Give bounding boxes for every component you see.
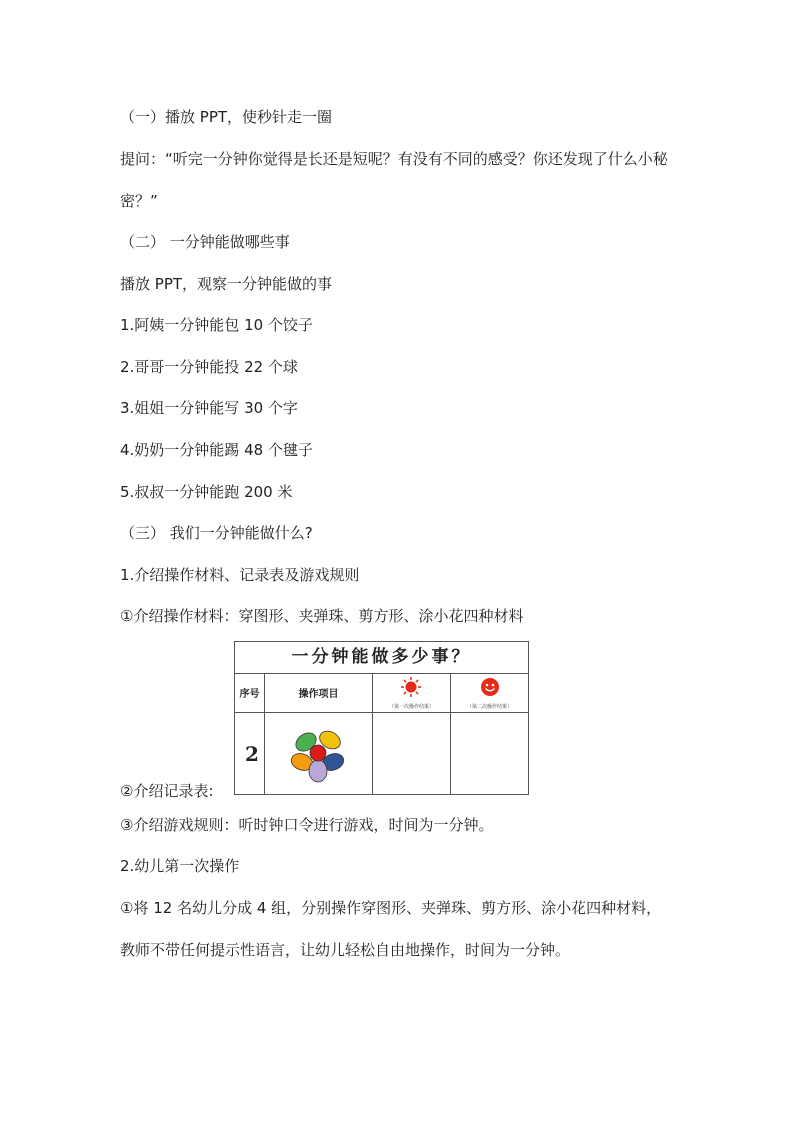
list-item: 3.姐姐一分钟能写 30 个字: [120, 399, 298, 417]
record-table: [234, 641, 529, 795]
question-paragraph: 提问：“听完一分钟你觉得是长还是短呢？有没有不同的感受？你还发现了什么小秘密？”: [120, 150, 668, 210]
record-table-intro: ②介绍记录表:: [120, 782, 214, 800]
section-1-heading: （一）播放 PPT，使秒针走一圈: [120, 108, 333, 126]
operation-paragraph: ①将 12 名幼儿分成 4 组，分别操作穿图形、夹弹珠、剪方形、涂小花四种材料，教师不带任何提示性语言，让幼儿轻松自由地操作，时间为一分钟。: [120, 899, 662, 959]
smiley-icon: [480, 677, 500, 697]
subsection-heading: 1.介绍操作材料、记录表及游戏规则: [120, 566, 360, 584]
list-item: 5.叔叔一分钟能跑 200 米: [120, 483, 293, 501]
instruction-line: 播放 PPT，观察一分钟能做的事: [120, 275, 333, 293]
material-intro: ①介绍操作材料：穿图形、夹弹珠、剪方形、涂小花四种材料: [120, 607, 524, 625]
column-header-item: 操作项目: [298, 689, 339, 700]
record-table-title: 一分钟能做多少事？: [235, 642, 528, 674]
column-header-number: 序号: [239, 689, 260, 700]
list-item: 2.哥哥一分钟能投 22 个球: [120, 358, 298, 376]
second-result-label: （第二次操作结果）: [466, 704, 512, 710]
list-item: 1.阿姨一分钟能包 10 个饺子: [120, 316, 313, 334]
row-number: 2: [245, 742, 259, 766]
subsection-heading: 2.幼儿第一次操作: [120, 857, 240, 875]
list-item: 4.奶奶一分钟能踢 48 个毽子: [120, 441, 313, 459]
section-2-heading: （二） 一分钟能做哪些事: [120, 233, 290, 251]
rules-intro: ③介绍游戏规则：听时钟口令进行游戏，时间为一分钟。: [120, 816, 494, 834]
flower-icon: [288, 725, 350, 785]
section-3-heading: （三） 我们一分钟能做什么?: [120, 524, 313, 542]
sun-icon: [400, 676, 422, 698]
first-result-label: （第一次操作结果）: [388, 704, 434, 710]
